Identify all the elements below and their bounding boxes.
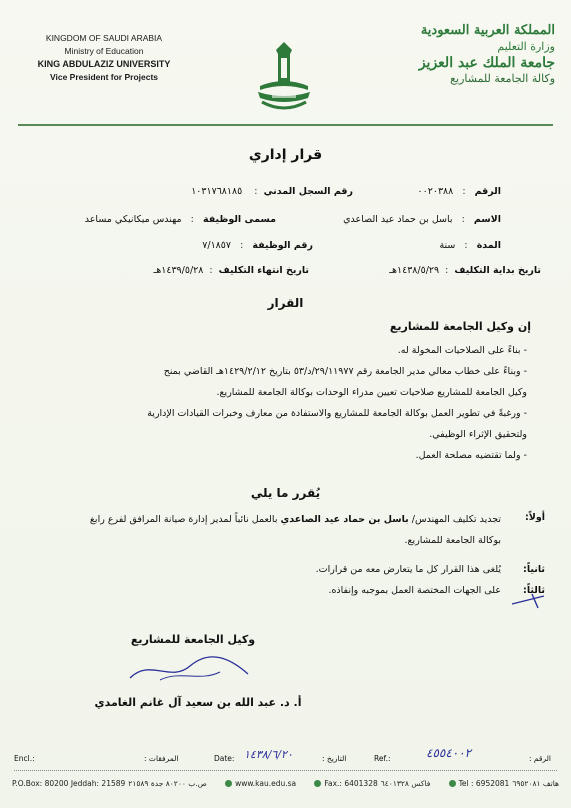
tel-en: Tel : 6952081 <box>458 779 510 788</box>
ref-value: ٤٥٥٤٠٠٢ <box>426 746 472 760</box>
resolves-heading: يُقرر ما يلي <box>250 486 321 500</box>
office-en: Vice President for Projects <box>49 72 159 82</box>
article-3-label: ثالثاً: <box>523 585 545 596</box>
ministry-en: Ministry of Education <box>64 46 144 56</box>
footer-fax <box>314 779 430 788</box>
fax-en: Fax.: 6401328 <box>324 779 378 788</box>
job-number-field: رقم الوظيفة : ٧/١٨٥٧ <box>202 240 313 251</box>
preamble-line: - وبناءً على خطاب معالي مدير الجامعة رقم ٢٩/١١٩٧٧/د/٥٣ بتاريخ ١٤٢٩/٢/١٢هـ القاضي بمنح <box>163 366 527 377</box>
article-1-line-1 <box>31 509 501 530</box>
university-en: KING ABDULAZIZ UNIVERSITY <box>37 59 171 69</box>
reference-line <box>14 746 557 766</box>
decision-heading: القرار <box>267 296 304 310</box>
encl-label-ar: المرفقات : <box>144 754 179 763</box>
bullet-icon <box>449 780 456 787</box>
job-title-field: مسمى الوظيفة : مهندس ميكانيكي مساعد <box>84 214 276 225</box>
job-title-value: مهندس ميكانيكي مساعد <box>84 214 182 225</box>
university-ar: جامعة الملك عبد العزيز <box>418 55 555 71</box>
end-value: ١٤٣٩/٥/٢٨هـ <box>153 265 204 276</box>
pobox-en: P.O.Box: 80200 Jeddah: 21589 <box>12 779 126 788</box>
handwritten-signature-icon <box>120 648 260 688</box>
ministry-ar: وزارة التعليم <box>497 40 555 53</box>
article-3-text: على الجهات المختصة العمل بموجبه وإنفاذه. <box>328 585 501 596</box>
preamble-line: - ولما تقتضيه مصلحة العمل. <box>415 450 527 461</box>
bullet-icon <box>225 780 232 787</box>
job-number-label: رقم الوظيفة <box>252 240 313 251</box>
arabic-letterhead <box>385 22 555 86</box>
preamble-line: ولتحقيق الإثراء الوظيفي. <box>429 429 527 440</box>
preamble-line: - ورغبةً في تطوير العمل بوكالة الجامعة للمشاريع والاستفادة من معارف وخبرات القيادات الإدارية <box>147 408 527 419</box>
handwritten-mark-icon <box>508 590 548 614</box>
website-link[interactable]: www.kau.edu.sa <box>235 779 297 788</box>
authority-line: إن وكيل الجامعة للمشاريع <box>389 320 531 333</box>
university-logo-icon <box>252 40 316 116</box>
end-date-field: تاريخ انتهاء التكليف : ١٤٣٩/٥/٢٨هـ <box>153 265 309 276</box>
signatory-name: أ. د. عبد الله بن سعيد آل غانم الغامدي <box>94 696 302 709</box>
name-label: الاسم <box>473 214 501 225</box>
job-title-label: مسمى الوظيفة <box>202 214 276 225</box>
duration-field: المدة : سنة <box>439 240 501 251</box>
article-1-text-a: تجديد تكليف المهندس/ <box>408 514 501 525</box>
english-letterhead <box>24 32 184 84</box>
article-1-text-b: بالعمل نائباً لمدير إدارة صيانة المرافق لفرع رابغ <box>89 514 281 525</box>
civil-value: ١٠٣١٧٦٨١٨٥ <box>191 186 243 197</box>
encl-label-en: Encl.: <box>14 754 35 763</box>
start-date-field: تاريخ بداية التكليف : ١٤٣٨/٥/٢٩هـ <box>389 265 541 276</box>
preamble <box>27 340 527 466</box>
kingdom-ar: المملكة العربية السعودية <box>420 23 555 38</box>
kingdom-en: KINGDOM OF SAUDI ARABIA <box>45 33 163 43</box>
end-label: تاريخ انتهاء التكليف <box>218 265 309 276</box>
ref-label-ar: الرقم : <box>529 754 551 763</box>
article-1-label: أولاً: <box>524 512 545 523</box>
name-value: باسل بن حماد عيد الصاعدي <box>343 214 453 225</box>
civil-registry-field: رقم السجل المدني : ١٠٣١٧٦٨١٨٥ <box>191 186 353 197</box>
fax-ar: فاكس ٦٤٠١٣٢٨ <box>380 779 431 788</box>
footer-divider <box>14 770 557 771</box>
number-value: ٠٠٢٠٣٨٨ <box>417 186 454 197</box>
civil-label: رقم السجل المدني <box>263 186 353 197</box>
footer-tel <box>449 779 559 788</box>
date-value: ١٤٣٨/٦/٢٠ <box>244 748 293 761</box>
name-field: الاسم : باسل بن حماد عيد الصاعدي <box>343 214 501 225</box>
duration-value: سنة <box>439 240 456 251</box>
tel-ar: هاتف ٦٩٥٢٠٨١ <box>512 779 559 788</box>
duration-label: المدة <box>476 240 501 251</box>
preamble-line: - بناءً على الصلاحيات المخولة له. <box>397 345 527 356</box>
start-label: تاريخ بداية التكليف <box>454 265 541 276</box>
number-field: الرقم : ٠٠٢٠٣٨٨ <box>417 186 501 197</box>
signature-title: وكيل الجامعة للمشاريع <box>130 633 256 646</box>
footer <box>12 779 559 788</box>
article-2-text: يُلغى هذا القرار كل ما يتعارض معه من قرارات. <box>315 564 501 575</box>
preamble-line: وكيل الجامعة للمشاريع صلاحيات تعيين مدراء الوحدات بوكالة الجامعة للمشاريع. <box>216 387 527 398</box>
ref-label-en: Ref.: <box>374 754 391 763</box>
pobox-ar: ص.ب ٨٠٢٠٠ جدة ٢١٥٨٩ <box>128 779 207 788</box>
article-2-label: ثانياً: <box>523 564 545 575</box>
footer-pobox <box>12 779 207 788</box>
office-ar: وكالة الجامعة للمشاريع <box>450 72 555 85</box>
bullet-icon <box>314 780 321 787</box>
date-label-en: Date: <box>214 754 235 763</box>
date-label-ar: التاريخ : <box>322 754 347 763</box>
article-1 <box>31 509 501 551</box>
document-title: قرار إداري <box>248 147 323 163</box>
start-value: ١٤٣٨/٥/٢٩هـ <box>389 265 440 276</box>
number-label: الرقم <box>474 186 501 197</box>
footer-website[interactable] <box>225 779 296 788</box>
article-1-line-2: بوكالة الجامعة للمشاريع. <box>404 535 501 546</box>
article-1-name: باسل بن حماد عيد الصاعدي <box>280 514 409 525</box>
job-number-value: ٧/١٨٥٧ <box>202 240 231 251</box>
header-divider <box>18 124 553 126</box>
